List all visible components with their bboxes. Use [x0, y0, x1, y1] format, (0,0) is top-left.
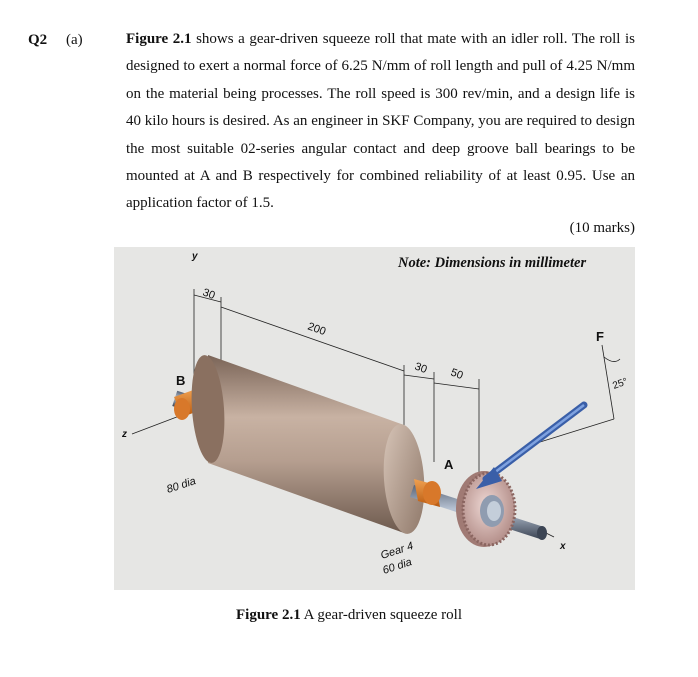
question-part: (a)	[66, 32, 83, 48]
dim-50: 50	[448, 366, 465, 383]
question-body: shows a gear-driven squeeze roll that mate with an idler roll. The roll is designed to exert a normal force of 6.25 N/mm of roll length and pull of 4.25 N/mm on the material being processes. The roll speed is 300 rev/min, and a design life is 40 kilo hours is desired. As an engineer in SKF Company, you are required to design the most suitable 02-series angular contact and deep groove ball bearings to be mounted at A and B respectively for combined reliability of at least 0.95. Use an application factor of 1.5.	[126, 31, 635, 212]
label-a: A	[444, 457, 454, 472]
label-z: z	[122, 429, 127, 440]
figure-reference: Figure 2.1	[126, 31, 192, 47]
z-axis-line	[132, 415, 182, 434]
dim-200: 200	[305, 320, 328, 339]
figure-caption	[0, 607, 698, 624]
dim-30-left: 30	[200, 286, 217, 303]
label-y: y	[192, 251, 198, 262]
label-gear: Gear 4	[379, 540, 415, 562]
label-b: B	[176, 373, 186, 388]
label-x: x	[560, 541, 566, 552]
marks: (10 marks)	[569, 220, 635, 236]
label-80-dia: 80 dia	[165, 475, 198, 496]
dim-30-right: 30	[412, 360, 429, 377]
caption-text: A gear-driven squeeze roll	[300, 607, 463, 623]
label-gear-dia: 60 dia	[381, 556, 414, 577]
dimension-note: Note: Dimensions in millimeter	[398, 255, 587, 271]
label-angle: 25°	[611, 376, 630, 392]
roll-illustration	[114, 247, 635, 590]
question-number: Q2	[28, 32, 48, 48]
figure-2-1	[114, 247, 635, 590]
caption-label: Figure 2.1	[235, 607, 301, 623]
question-text	[126, 26, 635, 218]
label-f: F	[596, 329, 604, 344]
roll-body	[208, 355, 404, 533]
